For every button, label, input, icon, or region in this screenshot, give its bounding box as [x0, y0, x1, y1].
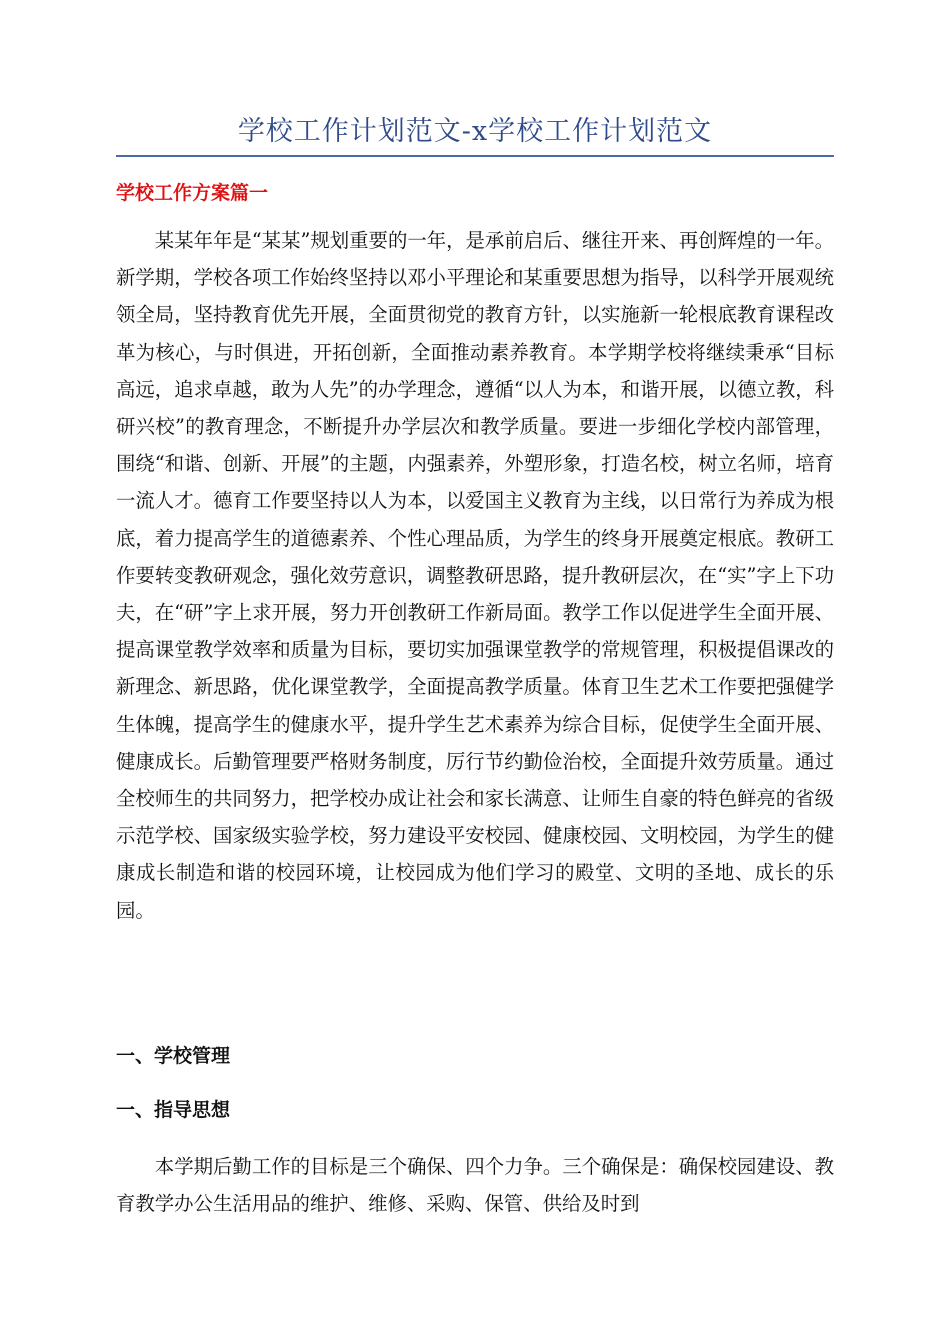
section-title: 学校工作方案篇一 — [116, 182, 269, 204]
heading-guiding-ideology: 一、指导思想 — [116, 1099, 231, 1121]
heading-school-management: 一、学校管理 — [116, 1045, 231, 1067]
body-paragraph-1: 某某年年是“某某”规划重要的一年，是承前启后、继往开来、再创辉煌的一年。新学期，学校各项工作始终坚持以邓小平理论和某重要思想为指导，以科学开展观统领全局，坚持教育优先开展，全面贯彻党的教育方针，以实施新一轮根底教育课程改革为核心，与时俱进，开拓创新，全面推动素养教育。本学期学校将继续秉承“目标高远，追求卓越，敢为人先”的办学理念，遵循“以人为本，和谐开展，以德立教，科研兴校”的教育理念，不断提升办学层次和教学质量。要进一步细化学校内部管理，围绕“和谐、创新、开展”的主题，内强素养，外塑形象，打造名校，树立名师，培育一流人才。德育工作要坚持以人为本，以爱国主义教育为主线，以日常行为养成为根底，着力提高学生的道德素养、个性心理品质，为学生的终身开展奠定根底。教研工作要转变教研观念，强化效劳意识，调整教研思路，提升教研层次，在“实”字上下功夫，在“研”字上求开展，努力开创教研工作新局面。教学工作以促进学生全面开展、提高课堂教学效率和质量为目标，要切实加强课堂教学的常规管理，积极提倡课改的新理念、新思路，优化课堂教学，全面提高教学质量。体育卫生艺术工作要把强健学生体魄，提高学生的健康水平，提升学生艺术素养为综合目标，促使学生全面开展、健康成长。后勤管理要严格财务制度，厉行节约勤俭治校，全面提升效劳质量。通过全校师生的共同努力，把学校办成让社会和家长满意、让师生自豪的特色鲜亮的省级示范学校、国家级实验学校，努力建设平安校园、健康校园、文明校园，为学生的健康成长制造和谐的校园环境，让校园成为他们学习的殿堂、文明的圣地、成长的乐园。 — [116, 229, 834, 922]
body-paragraph-2: 本学期后勤工作的目标是三个确保、四个力争。三个确保是：确保校园建设、教育教学办公生活用品的维护、维修、采购、保管、供给及时到 — [116, 1155, 834, 1216]
document-title: 学校工作计划范文-x学校工作计划范文 — [237, 116, 713, 147]
title-underline — [116, 155, 834, 157]
